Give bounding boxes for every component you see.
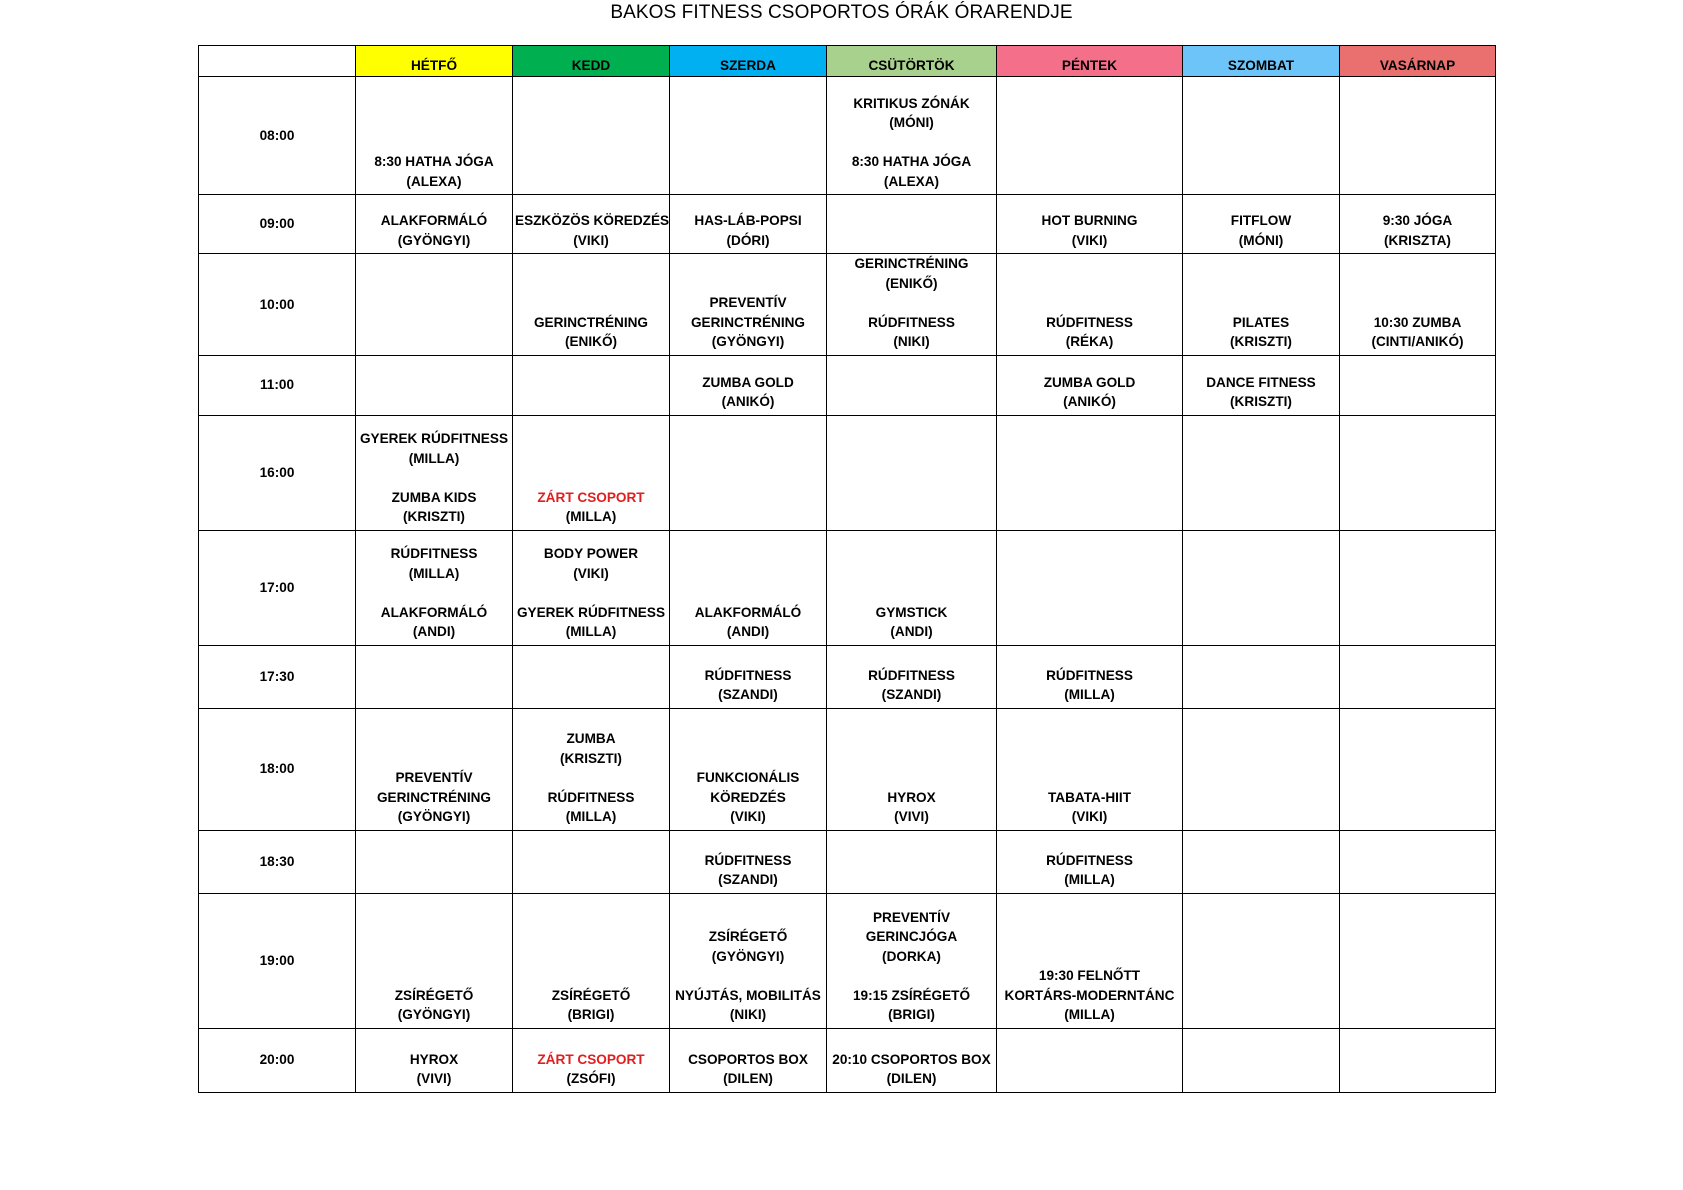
class-cell	[1183, 708, 1340, 830]
class-cell	[356, 1028, 513, 1092]
class-cell	[670, 708, 827, 830]
class-cell	[1340, 530, 1496, 645]
class-name: ZSÍRÉGETŐ	[394, 987, 474, 1003]
class-cell	[997, 893, 1183, 1028]
class-coach: (KRISZTI)	[403, 509, 465, 524]
class-cell	[1183, 77, 1340, 195]
class-cell	[513, 645, 670, 708]
class-cell	[827, 254, 997, 356]
class-coach: (GYÖNGYI)	[711, 334, 785, 349]
class-coach: (DILEN)	[723, 1071, 773, 1086]
day-header-friday: PÉNTEK	[997, 46, 1183, 77]
class-coach: (MÓNI)	[889, 115, 934, 130]
class-coach: (KRISZTI)	[560, 750, 622, 766]
class-cell	[1340, 195, 1496, 254]
class-cell	[356, 77, 513, 195]
class-name: RÚDFITNESS	[1046, 667, 1133, 683]
class-name: PILATES	[1232, 314, 1290, 330]
class-cell	[827, 415, 997, 530]
class-cell	[997, 708, 1183, 830]
class-name: 9:30 JÓGA	[1382, 213, 1453, 228]
class-cell	[997, 645, 1183, 708]
class-name: PREVENTÍV	[395, 770, 473, 785]
class-name: PREVENTÍV	[709, 295, 787, 310]
class-name: RÚDFITNESS	[1046, 852, 1133, 868]
class-coach: (MILLA)	[408, 450, 460, 466]
time-cell: 17:00	[199, 530, 356, 645]
class-cell	[1183, 530, 1340, 645]
class-cell	[513, 195, 670, 254]
class-cell	[827, 195, 997, 254]
class-separator	[358, 468, 510, 488]
class-cell	[1340, 708, 1496, 830]
class-cell	[356, 893, 513, 1028]
class-name: RÚDFITNESS	[547, 789, 635, 805]
class-name: DANCE FITNESS	[1206, 374, 1316, 390]
class-name: RÚDFITNESS	[868, 314, 955, 330]
class-name: ZÁRT CSOPORT	[537, 1051, 645, 1067]
class-name: NYÚJTÁS, MOBILITÁS	[675, 987, 821, 1003]
class-coach: (DORKA)	[882, 948, 941, 964]
class-cell	[1183, 830, 1340, 893]
class-cell	[513, 893, 670, 1028]
table-row	[199, 1028, 1496, 1092]
class-separator	[358, 583, 510, 603]
class-coach: (KRISZTI)	[1230, 334, 1292, 349]
class-name: ZUMBA	[566, 731, 616, 746]
class-name: ZSÍRÉGETŐ	[708, 929, 788, 944]
class-coach: (CINTI/ANIKÓ)	[1371, 334, 1464, 349]
class-cell	[513, 77, 670, 195]
corner-cell	[199, 46, 356, 77]
class-cell	[1183, 415, 1340, 530]
schedule-body	[199, 77, 1496, 1093]
table-row	[199, 355, 1496, 415]
class-cell	[670, 195, 827, 254]
class-name: ZSÍRÉGETŐ	[551, 987, 631, 1003]
page-title: BAKOS FITNESS CSOPORTOS ÓRÁK ÓRARENDJE	[610, 2, 1073, 23]
table-row	[199, 77, 1496, 195]
class-cell	[827, 893, 997, 1028]
class-cell	[827, 355, 997, 415]
class-cell	[1340, 645, 1496, 708]
class-coach: (VIKI)	[1071, 232, 1108, 248]
class-coach: (ANIKÓ)	[1063, 394, 1116, 409]
class-coach: (VIKI)	[1071, 809, 1108, 824]
class-name: ALAKFORMÁLÓ	[380, 213, 488, 228]
day-header-sunday: VASÁRNAP	[1340, 46, 1496, 77]
class-name: 20:10 CSOPORTOS BOX	[832, 1051, 991, 1067]
class-name: BODY POWER	[543, 546, 639, 561]
time-cell: 11:00	[199, 355, 356, 415]
class-coach: (RÉKA)	[1065, 334, 1114, 349]
class-name: GYEREK RÚDFITNESS	[516, 604, 666, 620]
class-name: RÚDFITNESS	[704, 852, 792, 868]
class-cell	[356, 708, 513, 830]
class-name: HAS-LÁB-POPSI	[694, 213, 802, 228]
class-coach: (SZANDI)	[881, 687, 942, 702]
class-cell	[1340, 830, 1496, 893]
class-coach: (VIKI)	[573, 565, 609, 581]
class-coach: (SZANDI)	[718, 687, 778, 702]
class-coach: (MILLA)	[1064, 687, 1115, 702]
class-separator	[515, 583, 667, 603]
class-cell	[997, 830, 1183, 893]
table-row	[199, 530, 1496, 645]
class-name: GERINCTRÉNING	[854, 256, 969, 271]
class-cell	[670, 1028, 827, 1092]
class-cell	[513, 1028, 670, 1092]
class-cell	[670, 830, 827, 893]
class-name-line2: KORTÁRS-MODERNTÁNC	[1004, 987, 1175, 1003]
class-coach: (MILLA)	[408, 565, 460, 581]
class-name: 8:30 HATHA JÓGA	[851, 154, 972, 169]
day-header-tuesday: KEDD	[513, 46, 670, 77]
time-cell: 18:00	[199, 708, 356, 830]
schedule-table	[198, 45, 1496, 1093]
class-coach: (MILLA)	[565, 509, 617, 524]
class-coach: (BRIGI)	[567, 1007, 615, 1022]
class-cell	[670, 893, 827, 1028]
class-name-line2: KÖREDZÉS	[710, 789, 786, 805]
time-cell: 18:30	[199, 830, 356, 893]
class-cell	[1340, 254, 1496, 356]
class-name: CSOPORTOS BOX	[688, 1051, 808, 1067]
class-coach: (MILLA)	[1064, 872, 1115, 887]
time-cell: 19:00	[199, 893, 356, 1028]
class-name: PREVENTÍV	[872, 909, 951, 925]
class-cell	[356, 254, 513, 356]
class-coach: (ENIKŐ)	[885, 275, 938, 291]
class-name: ZUMBA GOLD	[702, 374, 794, 390]
class-cell	[1340, 355, 1496, 415]
time-cell: 09:00	[199, 195, 356, 254]
time-cell: 08:00	[199, 77, 356, 195]
class-cell	[997, 254, 1183, 356]
class-cell	[513, 355, 670, 415]
class-name: HYROX	[409, 1051, 459, 1067]
time-cell: 10:00	[199, 254, 356, 356]
class-name: GERINCTRÉNING	[533, 314, 649, 330]
table-row	[199, 893, 1496, 1028]
day-header-monday: HÉTFŐ	[356, 46, 513, 77]
class-cell	[827, 1028, 997, 1092]
class-name: HYROX	[887, 789, 936, 805]
table-row	[199, 645, 1496, 708]
class-cell	[1340, 77, 1496, 195]
class-name-line2: GERINCTRÉNING	[376, 789, 492, 805]
table-row	[199, 415, 1496, 530]
class-cell	[356, 415, 513, 530]
class-cell	[997, 1028, 1183, 1092]
class-coach: (ALEXA)	[406, 173, 462, 189]
class-cell	[670, 254, 827, 356]
class-coach: (DÓRI)	[726, 232, 770, 248]
class-cell	[997, 77, 1183, 195]
class-cell	[356, 830, 513, 893]
class-coach: (ANIKÓ)	[721, 394, 775, 409]
class-cell	[513, 254, 670, 356]
class-coach: (NIKI)	[729, 1007, 767, 1022]
class-name: GYMSTICK	[875, 604, 948, 620]
class-cell	[827, 77, 997, 195]
class-cell	[1183, 893, 1340, 1028]
class-name: RÚDFITNESS	[868, 667, 955, 683]
class-coach: (ANDI)	[726, 624, 770, 639]
class-name-line2: GERINCTRÉNING	[690, 314, 806, 330]
class-coach: (GYÖNGYI)	[397, 1007, 471, 1022]
class-cell	[1183, 355, 1340, 415]
class-coach: (VIVI)	[894, 809, 929, 824]
class-separator	[829, 133, 994, 153]
class-cell	[1183, 195, 1340, 254]
class-cell	[827, 530, 997, 645]
class-coach: (ENIKŐ)	[564, 334, 618, 349]
class-cell	[1183, 1028, 1340, 1092]
header-row	[199, 46, 1496, 77]
day-header-thursday: CSÜTÖRTÖK	[827, 46, 997, 77]
class-coach: (VIKI)	[730, 809, 766, 824]
class-name: GYEREK RÚDFITNESS	[359, 431, 509, 446]
class-coach: (ALEXA)	[883, 173, 940, 189]
class-cell	[513, 530, 670, 645]
class-cell	[513, 415, 670, 530]
class-cell	[1340, 893, 1496, 1028]
class-cell	[670, 415, 827, 530]
class-name: ZUMBA GOLD	[1043, 374, 1136, 390]
class-cell	[997, 355, 1183, 415]
table-row	[199, 254, 1496, 356]
class-coach: (ZSÓFI)	[566, 1071, 616, 1086]
class-name: TABATA-HIIT	[1047, 789, 1132, 805]
class-separator	[515, 768, 667, 788]
class-coach: (VIVI)	[416, 1071, 452, 1086]
class-name: RÚDFITNESS	[704, 667, 792, 683]
time-cell: 16:00	[199, 415, 356, 530]
class-coach: (MILLA)	[565, 624, 617, 639]
class-cell	[827, 708, 997, 830]
class-cell	[1340, 1028, 1496, 1092]
class-coach: (DILEN)	[886, 1071, 937, 1086]
class-name: ESZKÖZÖS KÖREDZÉS	[515, 213, 670, 228]
class-coach: (GYÖNGYI)	[397, 232, 471, 248]
class-coach: (ANDI)	[890, 624, 933, 639]
class-cell	[356, 530, 513, 645]
class-coach: (NIKI)	[893, 334, 930, 349]
class-coach: (KRISZTA)	[1384, 232, 1451, 248]
class-coach: (MILLA)	[1064, 1007, 1115, 1022]
class-cell	[997, 195, 1183, 254]
class-coach: (GYÖNGYI)	[397, 809, 471, 824]
class-cell	[513, 830, 670, 893]
class-name: ZÁRT CSOPORT	[537, 489, 645, 505]
time-cell: 17:30	[199, 645, 356, 708]
class-name: FITFLOW	[1230, 213, 1292, 228]
class-separator	[672, 966, 824, 986]
class-name: ZUMBA KIDS	[391, 489, 477, 505]
class-name: 10:30 ZUMBA	[1373, 314, 1462, 330]
table-row	[199, 195, 1496, 254]
class-cell	[356, 195, 513, 254]
class-name: ALAKFORMÁLÓ	[694, 604, 802, 620]
class-name: KRITIKUS ZÓNÁK	[853, 95, 970, 111]
class-coach: (VIKI)	[573, 232, 609, 248]
class-coach: (ANDI)	[412, 624, 456, 639]
class-cell	[356, 355, 513, 415]
class-coach: (MILLA)	[565, 809, 617, 824]
class-name: FUNKCIONÁLIS	[696, 770, 800, 785]
class-cell	[356, 645, 513, 708]
class-coach: (SZANDI)	[718, 872, 778, 887]
time-cell: 20:00	[199, 1028, 356, 1092]
class-name-line2: GERINCJÓGA	[865, 929, 958, 944]
class-coach: (GYÖNGYI)	[711, 948, 785, 964]
class-name: 8:30 HATHA JÓGA	[374, 154, 494, 169]
class-name: ALAKFORMÁLÓ	[380, 604, 488, 620]
class-separator	[829, 293, 994, 313]
class-name: RÚDFITNESS	[1046, 314, 1133, 330]
class-cell	[827, 645, 997, 708]
class-coach: (BRIGI)	[888, 1007, 935, 1022]
class-cell	[1183, 645, 1340, 708]
table-row	[199, 830, 1496, 893]
class-separator	[829, 966, 994, 986]
day-header-wednesday: SZERDA	[670, 46, 827, 77]
class-cell	[1340, 415, 1496, 530]
day-header-saturday: SZOMBAT	[1183, 46, 1340, 77]
class-name: HOT BURNING	[1041, 213, 1138, 228]
class-cell	[827, 830, 997, 893]
class-coach: (MÓNI)	[1238, 232, 1284, 248]
class-cell	[670, 77, 827, 195]
class-name: 19:15 ZSÍRÉGETŐ	[852, 987, 971, 1003]
table-row	[199, 708, 1496, 830]
class-coach: (KRISZTI)	[1230, 394, 1292, 409]
class-name: 19:30 FELNŐTT	[1038, 968, 1141, 983]
class-cell	[1183, 254, 1340, 356]
class-cell	[670, 355, 827, 415]
class-name: RÚDFITNESS	[390, 546, 478, 561]
class-cell	[997, 530, 1183, 645]
class-cell	[513, 708, 670, 830]
class-cell	[670, 645, 827, 708]
class-cell	[670, 530, 827, 645]
class-cell	[997, 415, 1183, 530]
